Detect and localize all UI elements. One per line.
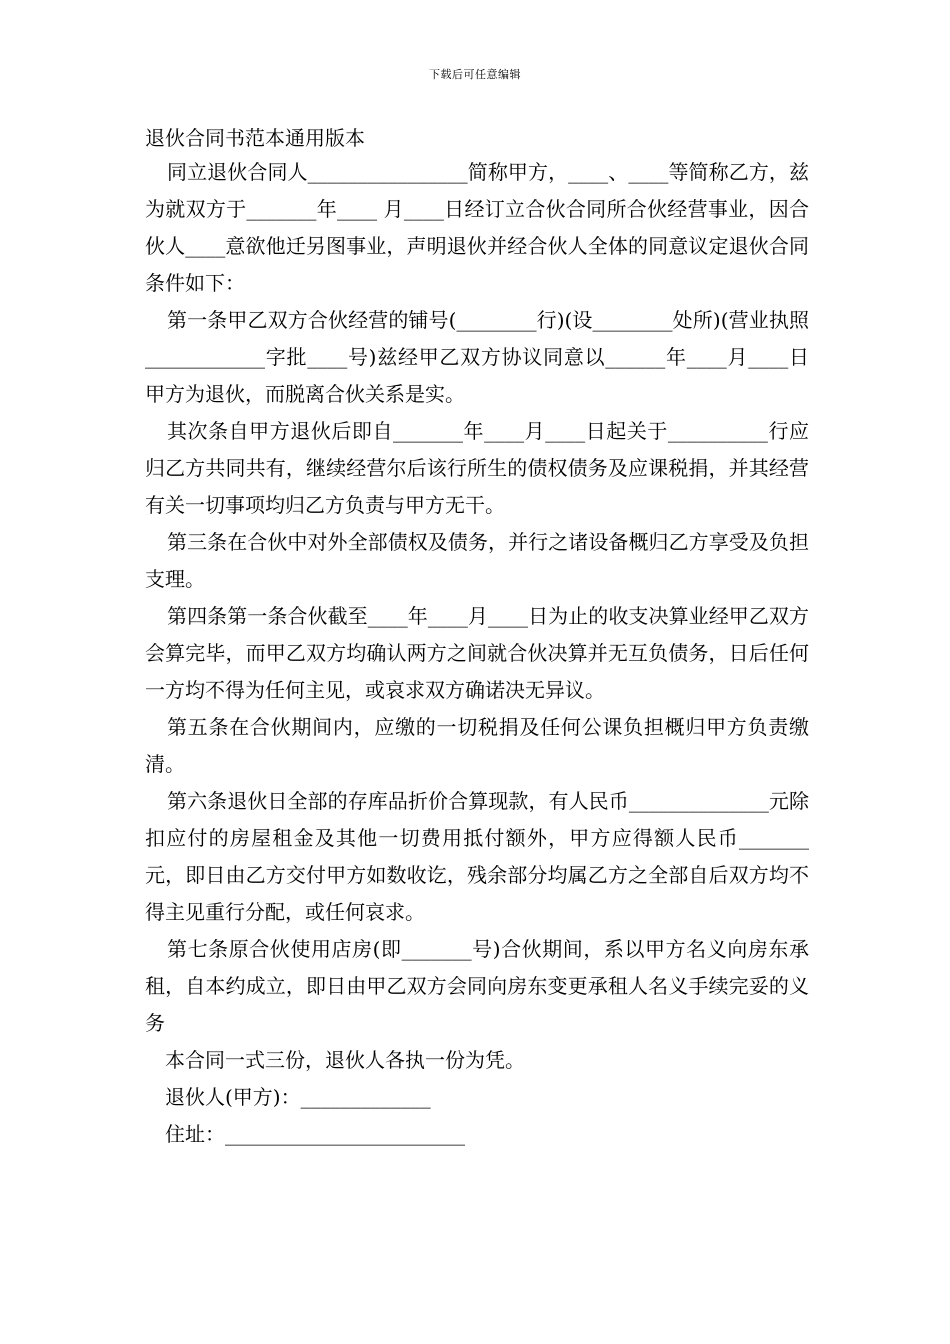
paragraph-preamble: 同立退伙合同人________________简称甲方，____、____等简称乙方，兹为就双方于_______年____ 月____日经订立合伙合同所合伙经营事业，因合伙人____意欲他迁另图事业，声明退伙并经合伙人全体的同意议定退伙合同条件如下：	[145, 160, 809, 295]
document-body	[145, 154, 809, 1153]
paragraph-article-6: 第六条退伙日全部的存库品折价合算现款，有人民币______________元除扣应付的房屋租金及其他一切费用抵付额外，甲方应得额人民币_______元，即日由乙方交付甲方如数收讫，残余部分均属乙方之全部自后双方均不得主见重行分配，或任何哀求。	[145, 789, 809, 924]
paragraph-article-7: 第七条原合伙使用店房(即_______号)合伙期间，系以甲方名义向房东承租，自本约成立，即日由甲乙双方会同向房东变更承租人名义手续完妥的义务	[145, 937, 809, 1035]
document-title: 退伙合同书范本通用版本	[145, 126, 365, 150]
paragraph-article-4: 第四条第一条合伙截至____年____月____日为止的收支决算业经甲乙双方会算完毕，而甲乙双方均确认两方之间就合伙决算并无互负债务，日后任何一方均不得为任何主见，或哀求双方确诺决无异议。	[145, 604, 809, 702]
paragraph-article-3: 第三条在合伙中对外全部债权及债务，并行之诸设备概归乙方享受及负担支理。	[145, 530, 809, 591]
signature-party-a: 退伙人(甲方)：_____________	[165, 1085, 431, 1109]
paragraph-article-2: 其次条自甲方退伙后即自_______年____月____日起关于__________行应归乙方共同共有，继续经营尔后该行所生的债权债务及应课税捐，并其经营有关一切事项均归乙方负责与甲方无干。	[145, 419, 809, 517]
paragraph-article-5: 第五条在合伙期间内，应缴的一切税捐及任何公课负担概归甲方负责缴清。	[145, 715, 809, 776]
signature-address: 住址：________________________	[165, 1122, 465, 1146]
header-note: 下载后可任意编辑	[429, 68, 521, 81]
paragraph-article-1: 第一条甲乙双方合伙经营的铺号(________行)(设________处所)(营业执照____________字批____号)兹经甲乙双方协议同意以______年____月____日甲方为退伙，而脱离合伙关系是实。	[145, 308, 809, 406]
closing-statement: 本合同一式三份，退伙人各执一份为凭。	[165, 1048, 525, 1072]
